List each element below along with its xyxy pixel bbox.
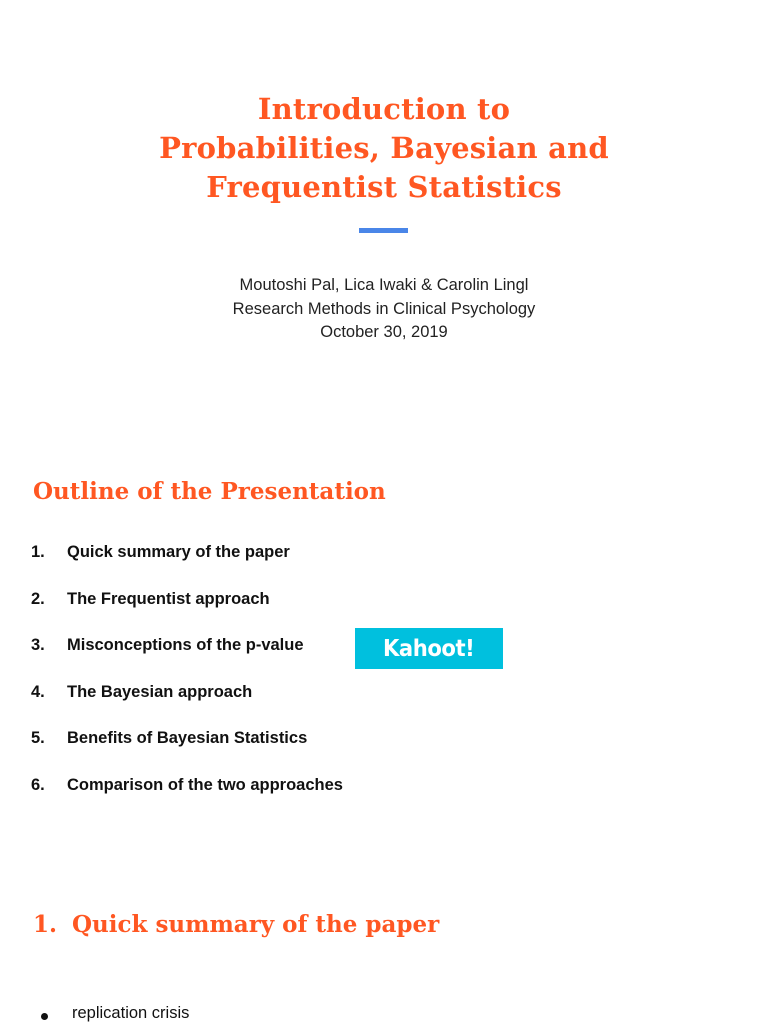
outline-item-label: The Bayesian approach [67, 682, 253, 701]
outline-item-label: Quick summary of the paper [67, 543, 290, 561]
outline-item-label: The Frequentist approach [67, 589, 270, 608]
bullet-icon [41, 1013, 48, 1020]
outline-item-number: 2. [31, 589, 45, 608]
slide-title [0, 90, 768, 207]
outline-item-label: Benefits of Bayesian Statistics [67, 729, 308, 747]
outline-item-label: Comparison of the two approaches [67, 775, 343, 794]
summary-heading-number: 1. [33, 911, 58, 938]
title-line-1: Introduction to [257, 92, 511, 126]
presentation-meta [0, 274, 768, 345]
outline-heading: Outline of the Presentation [33, 478, 386, 505]
outline-item [0, 727, 768, 774]
outline-item [0, 774, 768, 821]
course-name: Research Methods in Clinical Psychology [232, 299, 536, 318]
title-line-2: Probabilities, Bayesian and [159, 131, 609, 165]
outline-item-label: Misconceptions of the p-value [67, 636, 304, 654]
title-line-3: Frequentist Statistics [206, 170, 562, 204]
outline-list [0, 541, 768, 820]
outline-item-number: 6. [31, 775, 45, 794]
outline-item-number: 4. [31, 682, 45, 701]
presentation-date: October 30, 2019 [320, 323, 448, 341]
summary-heading [33, 911, 439, 938]
outline-item-number: 5. [31, 729, 45, 747]
outline-item-number: 1. [31, 543, 45, 561]
outline-item [0, 681, 768, 728]
kahoot-logo [355, 628, 503, 669]
outline-item-number: 3. [31, 636, 45, 654]
bullet-text: replication crisis [72, 1004, 190, 1022]
authors: Moutoshi Pal, Lica Iwaki & Carolin Lingl [239, 276, 529, 294]
summary-heading-text: Quick summary of the paper [72, 911, 440, 938]
title-divider [359, 228, 408, 233]
kahoot-logo-text: Kahoot! [383, 635, 475, 662]
outline-item [0, 541, 768, 588]
